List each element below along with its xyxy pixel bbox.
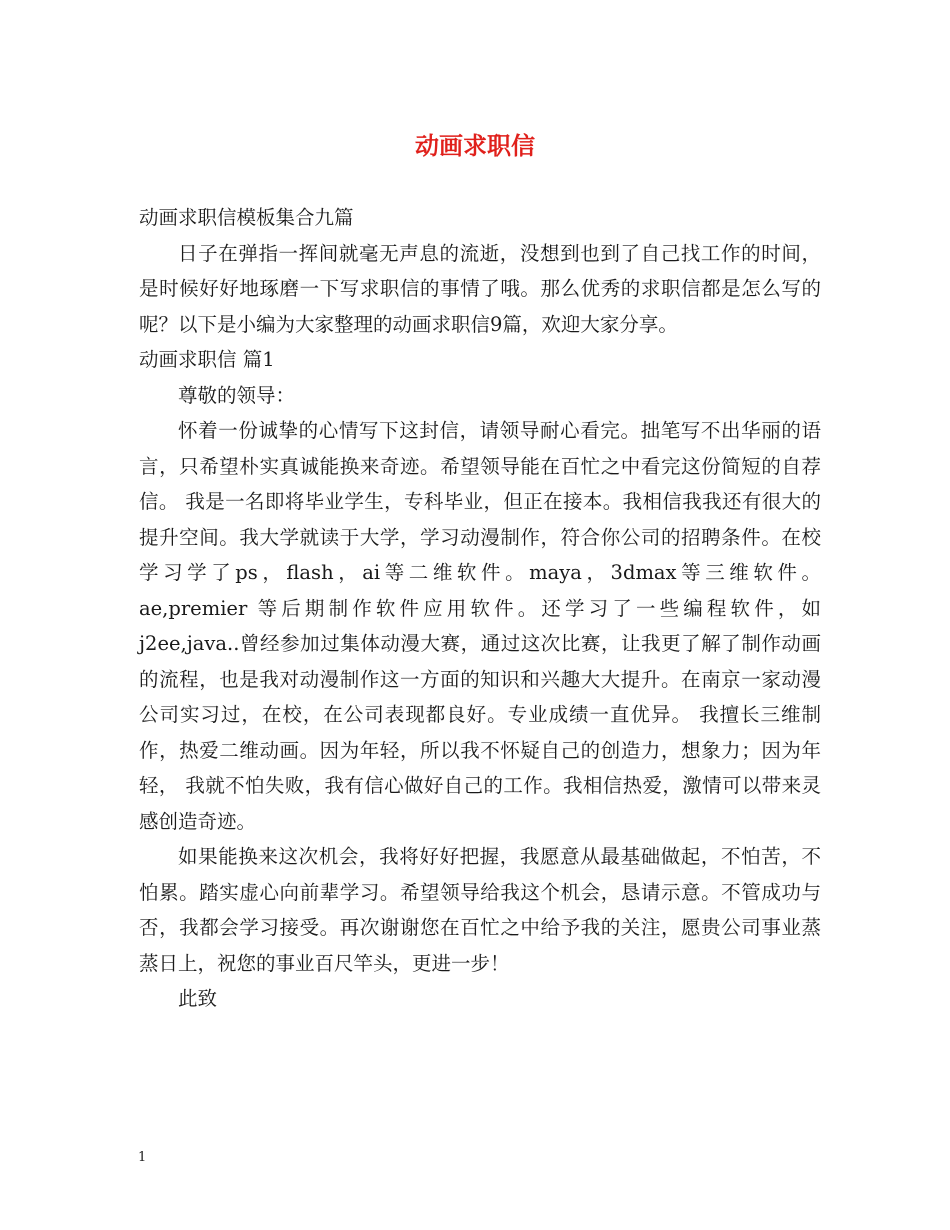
section-heading: 动画求职信 篇1: [139, 348, 275, 371]
body-paragraph-2: 如果能换来这次机会，我将好好把握，我愿意从最基础做起，不怕苦，不怕累。踏实虚心向前辈学习。希望领导给我这个机会，恳请示意。不管成功与否，我都会学习接受。再次谢谢您在百忙之中给予我的关注，愿贵公司事业蒸蒸日上，祝您的事业百尺竿头，更进一步！: [139, 845, 821, 975]
document-body: [139, 200, 821, 1017]
document-subtitle: 动画求职信模板集合九篇: [139, 206, 354, 229]
body-paragraph-1: 怀着一份诚挚的心情写下这封信，请领导耐心看完。拙笔写不出华丽的语言，只希望朴实真诚能换来奇迹。希望领导能在百忙之中看完这份简短的自荐信。 我是一名即将毕业学生，专科毕业，但正在接本。我相信我我还有很大的提升空间。我大学就读于大学，学习动漫制作，符合你公司的招聘条件。在校学习学了ps，flash，ai等二维软件。maya，3dmax等三维软件。ae,premier 等后期制作软件应用软件。还学习了一些编程软件，如j2ee,java..曾经参加过集体动漫大赛，通过这次比赛，让我更了解了制作动画的流程，也是我对动漫制作这一方面的知识和兴趣大大提升。在南京一家动漫公司实习过，在校，在公司表现都良好。专业成绩一直优异。 我擅长三维制作，热爱二维动画。因为年轻，所以我不怀疑自己的创造力，想象力；因为年轻， 我就不怕失败，我有信心做好自己的工作。我相信热爱，激情可以带来灵感创造奇迹。: [139, 419, 821, 833]
salutation: 尊敬的领导：: [178, 383, 296, 407]
intro-paragraph: 日子在弹指一挥间就毫无声息的流逝，没想到也到了自己找工作的时间，是时候好好地琢磨一下写求职信的事情了哦。那么优秀的求职信都是怎么写的呢？以下是小编为大家整理的动画求职信9篇，欢迎大家分享。: [139, 241, 821, 336]
document-title: 动画求职信: [415, 131, 535, 160]
closing: 此致: [178, 987, 218, 1010]
page-number: 1: [138, 1150, 147, 1165]
